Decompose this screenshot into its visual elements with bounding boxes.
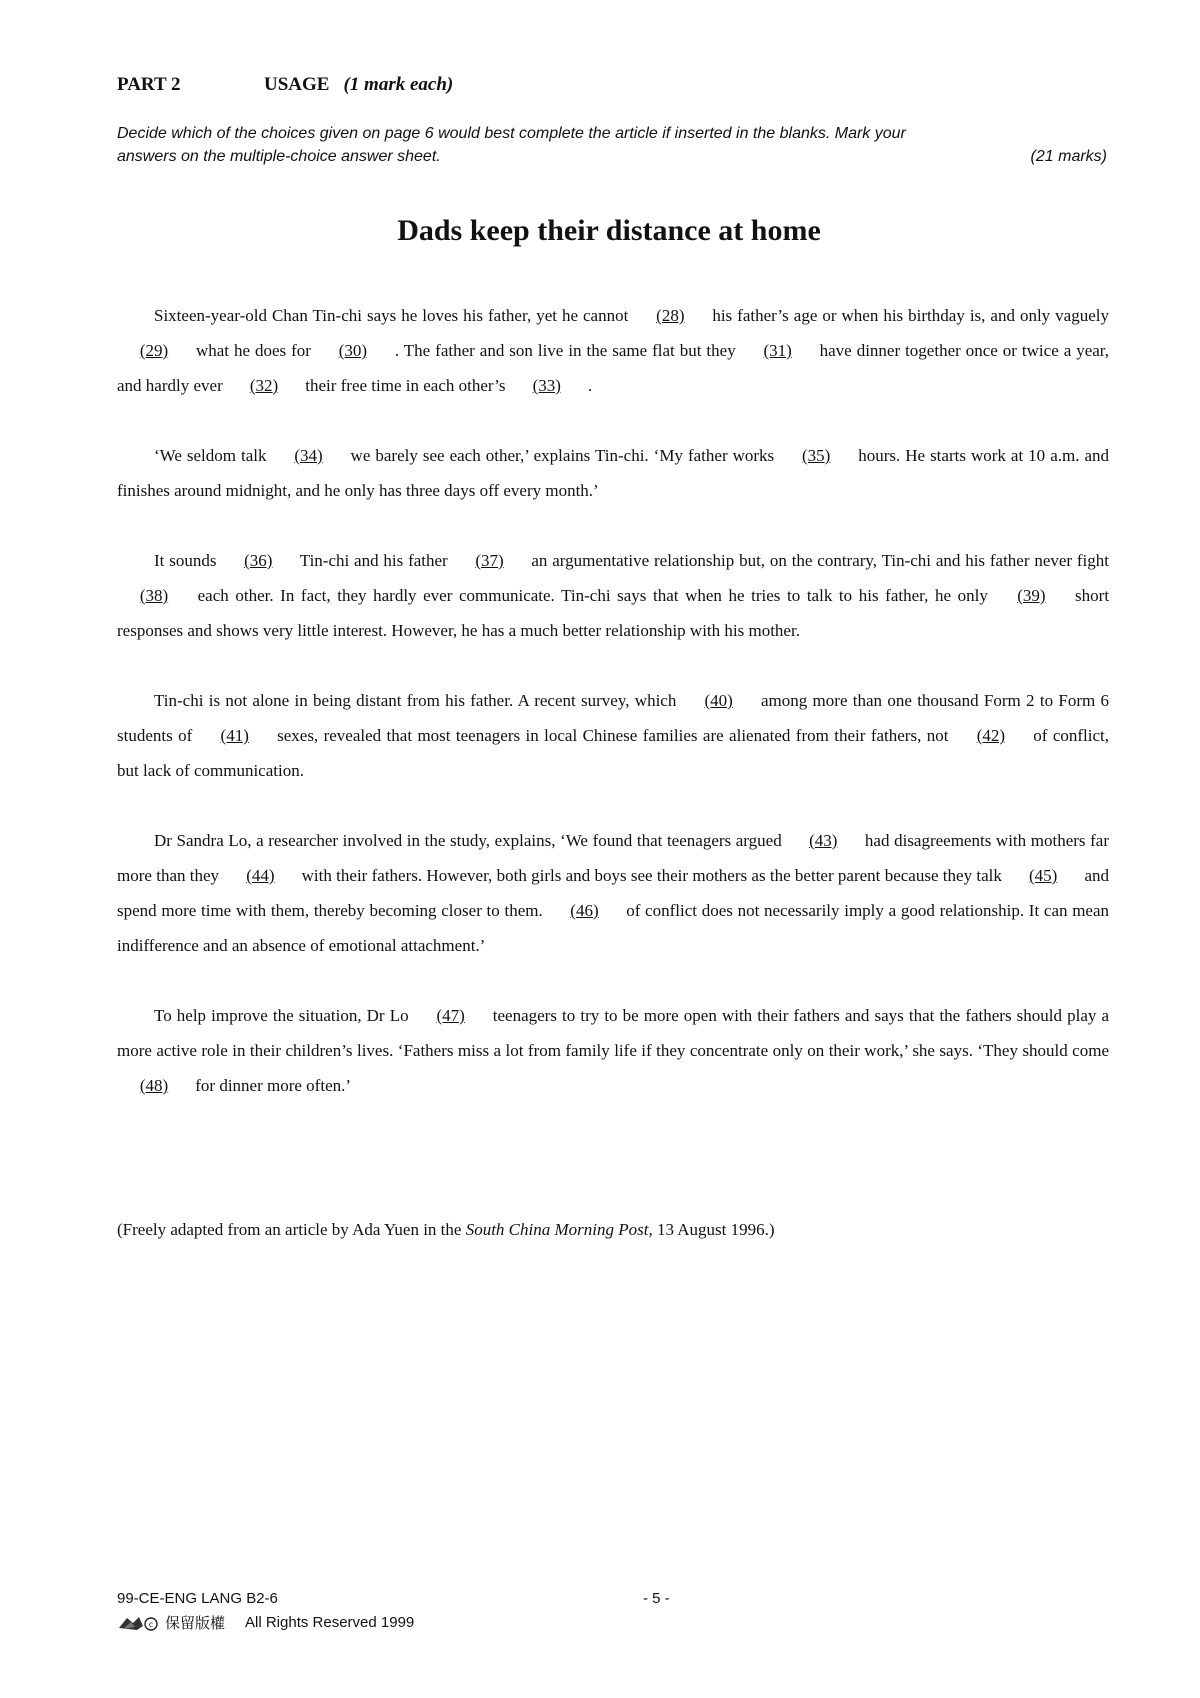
text: sexes, revealed that most teenagers in local Chinese families are alienated from their fathers, not [277,726,949,745]
copyright-chinese: 保留版權 [165,1615,226,1632]
blank-41: (41) [220,726,249,745]
text: we barely see each other,’ explains Tin-chi. ‘My father works [350,446,775,465]
text: their free time in each other’s [305,376,506,395]
blank-29: (29) [139,341,169,360]
text: ‘We seldom talk [154,446,267,465]
text: of conflict, but lack of communication. [117,726,1110,780]
text: Dr Sandra Lo, a researcher involved in the study, explains, ‘We found that teenagers argued [154,831,782,850]
text: It sounds [154,551,217,570]
blank-37: (37) [475,551,504,570]
paragraph-6 [117,998,1109,1103]
part-label: PART 2 [117,74,181,95]
source-publication: South China Morning Post [465,1220,649,1239]
text: . The father and son live in the same flat but they [394,341,736,360]
svg-text:c: c [148,1619,154,1629]
blank-30: (30) [338,341,368,360]
text: had disagreements with mothers far more than they [117,831,1109,885]
text: with their fathers. However, both girls and boys see their mothers as the better parent because they talk [301,866,1002,885]
blank-36: (36) [244,551,273,570]
instructions-line-2 [117,145,1107,168]
text: of conflict does not necessarily imply a good relationship. It can mean indifference and an absence of emotional attachment.’ [117,901,1110,955]
blank-40: (40) [704,691,733,710]
blank-45: (45) [1028,866,1058,885]
paper-code: 99-CE-ENG LANG B2-6 [117,1590,278,1607]
paragraph-5 [117,823,1109,963]
text: have dinner together once or twice a year, and hardly ever [117,341,1110,395]
instructions-total-marks: (21 marks) [1030,148,1107,165]
text: each other. In fact, they hardly ever communicate. Tin-chi says that when he tries to talk to his father, he only [197,586,988,605]
blank-28: (28) [656,306,685,325]
blank-33: (33) [532,376,561,395]
blank-32: (32) [249,376,279,395]
text: Tin-chi is not alone in being distant from his father. A recent survey, which [154,691,677,710]
source-citation [117,1220,775,1240]
blank-38: (38) [139,586,169,605]
blank-44: (44) [246,866,275,885]
text: for dinner more often.’ [195,1076,352,1095]
marks-each: (1 mark each) [343,74,454,95]
blank-46: (46) [570,901,599,920]
text: hours. He starts work at 10 a.m. and finishes around midnight, and he only has three days off every month.’ [117,446,1110,500]
article-body [117,298,1109,1138]
blank-42: (42) [976,726,1006,745]
blank-39: (39) [1017,586,1046,605]
text: and spend more time with them, thereby becoming closer to them. [117,866,1109,920]
blank-48: (48) [139,1076,169,1095]
blank-31: (31) [763,341,792,360]
blank-34: (34) [294,446,323,465]
text: short responses and shows very little interest. However, he has a much better relationship with his mother. [117,586,1110,640]
paragraph-1 [117,298,1109,403]
blank-35: (35) [802,446,831,465]
text: an argumentative relationship but, on the contrary, Tin-chi and his father never fight [531,551,1109,570]
text: . [588,376,593,395]
paragraph-2 [117,438,1109,508]
source-prefix: (Freely adapted from an article by Ada Yuen in the [117,1220,462,1239]
hkeaa-logo-icon [117,1614,159,1632]
instructions-line-1: Decide which of the choices given on page 6 would best complete the article if inserted in the blanks. Mark your [117,125,906,142]
instructions-answer-sheet: answers on the multiple-choice answer sheet. [117,148,441,165]
paragraph-4 [117,683,1109,788]
part-header [117,74,454,96]
text: what he does for [195,341,311,360]
text: Sixteen-year-old Chan Tin-chi says he loves his father, yet he cannot [154,306,629,325]
text: Tin-chi and his father [299,551,448,570]
article-title: Dads keep their distance at home [397,214,821,247]
section-name: USAGE [264,74,330,95]
text: teenagers to try to be more open with their fathers and says that the fathers should play a more active role in their children’s lives. ‘Fathers miss a lot from family life if they concentrate only on their work,’ she says. ‘They should come [117,1006,1109,1060]
text: his father’s age or when his birthday is, and only vaguely [712,306,1109,325]
paragraph-3 [117,543,1109,648]
instructions [117,122,1107,168]
blank-43: (43) [809,831,838,850]
text: among more than one thousand Form 2 to Form 6 students of [117,691,1110,745]
blank-47: (47) [436,1006,465,1025]
text: To help improve the situation, Dr Lo [154,1006,409,1025]
rights-reserved: All Rights Reserved 1999 [245,1614,415,1631]
copyright-line [117,1612,414,1633]
section-label [264,74,453,96]
source-suffix: , 13 August 1996.) [648,1220,775,1239]
page-number: - 5 - [643,1590,670,1607]
